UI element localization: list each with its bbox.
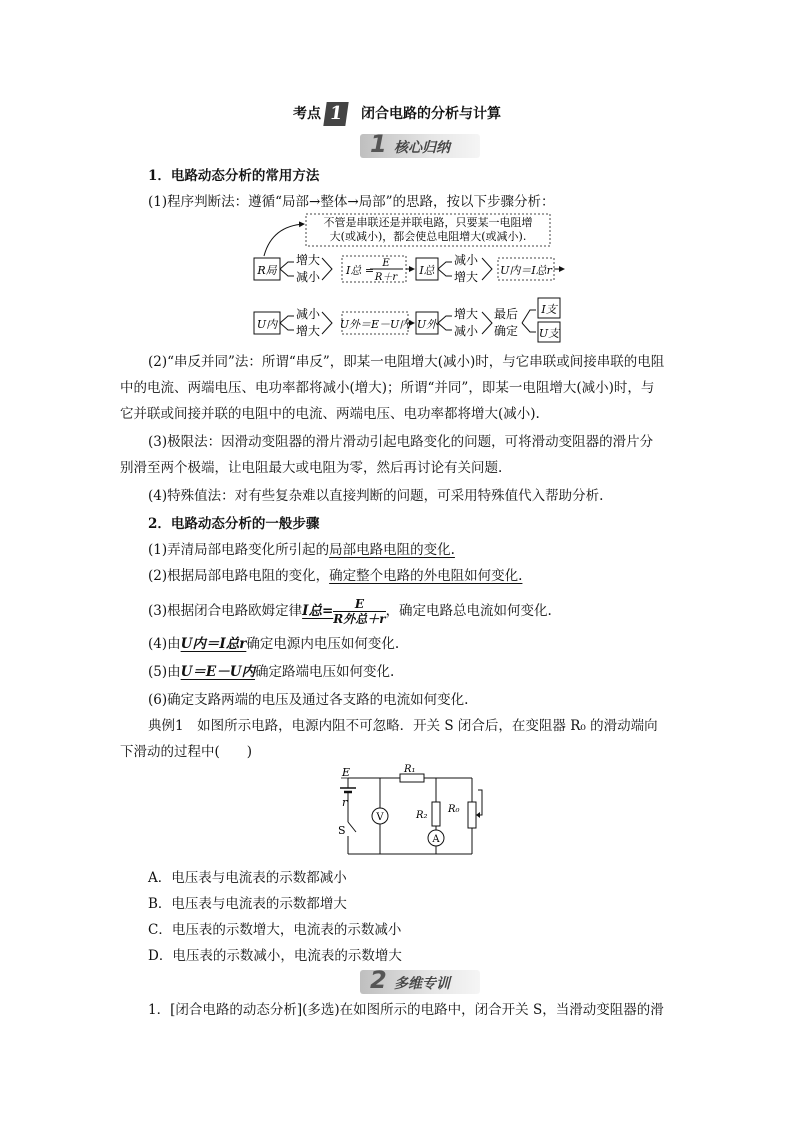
method3-line2: 别滑至两个极端，让电阻最大或电阻为零，然后再讨论有关问题. xyxy=(120,460,503,476)
u-nei-label: U内 xyxy=(256,318,278,331)
step1-underlined: 局部电路电阻的变化. xyxy=(329,542,455,558)
option-c[interactable]: C．电压表的示数增大，电流表的示数减小 xyxy=(148,922,402,938)
section1-heading: 1．电路动态分析的常用方法 xyxy=(148,168,320,184)
step2-underlined: 确定整个电路的外电阻如何变化. xyxy=(329,568,523,584)
last-label: 最后 xyxy=(494,307,519,321)
flow-diagram xyxy=(250,212,580,344)
slider-arrow xyxy=(476,812,480,818)
r-ju-label: R局 xyxy=(257,264,277,277)
page-title: 闭合电路的分析与计算 xyxy=(361,106,501,122)
svg-text:增大: 增大 xyxy=(454,270,479,284)
step4: (4)由U内＝I总r确定电源内电压如何变化. xyxy=(148,636,400,652)
svg-text:减小: 减小 xyxy=(454,324,479,338)
banner-text: 多维专训 xyxy=(394,976,450,992)
banner-text: 核心归纳 xyxy=(394,140,450,156)
method4-text: (4)特殊值法：对有些复杂难以直接判断的问题，可采用特殊值代入帮助分析. xyxy=(148,488,604,504)
note-arrow xyxy=(264,224,304,256)
step4-formula: U内＝I总r xyxy=(180,636,247,652)
note-line2: 大(或减小)，都会使总电阻增大(或减小). xyxy=(329,230,527,243)
section-number-badge: 1 xyxy=(323,102,348,126)
step3-fraction: $\frac{E}{\text{R外总＋r}}$ xyxy=(333,597,386,626)
banner-core-summary xyxy=(360,130,480,158)
circuit-diagram xyxy=(336,762,486,860)
u-wai-label: U外 xyxy=(416,318,438,331)
step6: (6)确定支路两端的电压及通过各支路的电流如何变化. xyxy=(148,692,469,708)
u-nei-eq-label: U内＝I总r xyxy=(500,264,552,277)
emf-label: E xyxy=(342,766,351,779)
internal-r-label: r xyxy=(342,796,348,809)
method2-line2: 中的电流、两端电压、电功率都将减小(增大)；所谓“并同”，即某一电阻增大(减小)时，与 xyxy=(120,380,655,396)
method2-line3: 它并联或间接并联的电阻中的电流、两端电压、电功率都将增大(减小). xyxy=(120,406,540,422)
r0-label: R₀ xyxy=(448,804,460,815)
option-a[interactable]: A．电压表与电流表的示数都减小 xyxy=(148,870,347,886)
step5-formula: U＝E－U内 xyxy=(180,664,255,680)
svg-text:减小: 减小 xyxy=(454,253,479,267)
switch-label: S xyxy=(338,824,346,837)
example-line1: 典例1 如图所示电路，电源内阻不可忽略．开关 S 闭合后，在变阻器 R₀ 的滑动端向 xyxy=(148,718,658,734)
i-zong-label: I总 = xyxy=(346,264,375,277)
u-zhi-label: U支 xyxy=(538,327,560,340)
r2-label: R₂ xyxy=(416,810,428,821)
step3-formula-left: I总= xyxy=(302,603,334,619)
dec-label: 减小 xyxy=(296,270,321,284)
svg-text:增大: 增大 xyxy=(296,324,321,338)
option-d[interactable]: D．电压表的示数减小，电流表的示数增大 xyxy=(148,948,402,964)
ammeter-label: A xyxy=(432,834,440,845)
step1: (1)弄清局部电路变化所引起的局部电路电阻的变化. xyxy=(148,542,455,558)
voltmeter-label: V xyxy=(376,812,384,823)
exercise-line1: 1．[闭合电路的动态分析](多选)在如图所示的电路中，闭合开关 S，当滑动变阻器的滑 xyxy=(148,1002,664,1018)
note-line1: 不管是串联还是并联电路，只要某一电阻增 xyxy=(323,216,533,229)
option-b[interactable]: B．电压表与电流表的示数都增大 xyxy=(148,896,347,912)
i-zong2-label: I总 xyxy=(419,264,435,277)
svg-text:减小: 减小 xyxy=(296,307,321,321)
section2-heading: 2．电路动态分析的一般步骤 xyxy=(148,516,320,532)
method1-text: (1)程序判断法：遵循“局部→整体→局部”的思路，按以下步骤分析： xyxy=(148,194,555,210)
inc-label: 增大 xyxy=(296,253,321,267)
example-line2: 下滑动的过程中( ) xyxy=(120,744,253,760)
banner-number: 1 xyxy=(370,130,387,158)
banner-practice xyxy=(360,966,480,994)
section-title xyxy=(0,102,794,126)
r-plus-label: R＋r xyxy=(374,272,398,283)
method3-line1: (3)极限法：因滑动变阻器的滑片滑动引起电路变化的问题，可将滑动变阻器的滑片分 xyxy=(148,434,654,450)
svg-text:增大: 增大 xyxy=(454,307,479,321)
e-label: E xyxy=(382,258,390,269)
kaodian-label: 考点 xyxy=(293,106,321,122)
banner-number: 2 xyxy=(370,966,387,994)
step2: (2)根据局部电路电阻的变化，确定整个电路的外电阻如何变化. xyxy=(148,568,523,584)
u-wai-eq-label: U外＝E－U内 xyxy=(339,318,411,331)
confirm-label: 确定 xyxy=(494,324,519,338)
method2-line1: (2)“串反并同”法：所谓“串反”，即某一电阻增大(减小)时，与它串联或间接串联的电阻 xyxy=(148,354,665,370)
step3: (3)根据闭合电路欧姆定律I总= $\frac{E}{\text{R外总＋r}}$ ，确定电路总电流如何变化. xyxy=(148,597,552,626)
i-zhi-label: I支 xyxy=(541,303,557,316)
step5: (5)由U＝E－U内确定路端电压如何变化. xyxy=(148,664,395,680)
r1-label: R₁ xyxy=(404,764,416,775)
